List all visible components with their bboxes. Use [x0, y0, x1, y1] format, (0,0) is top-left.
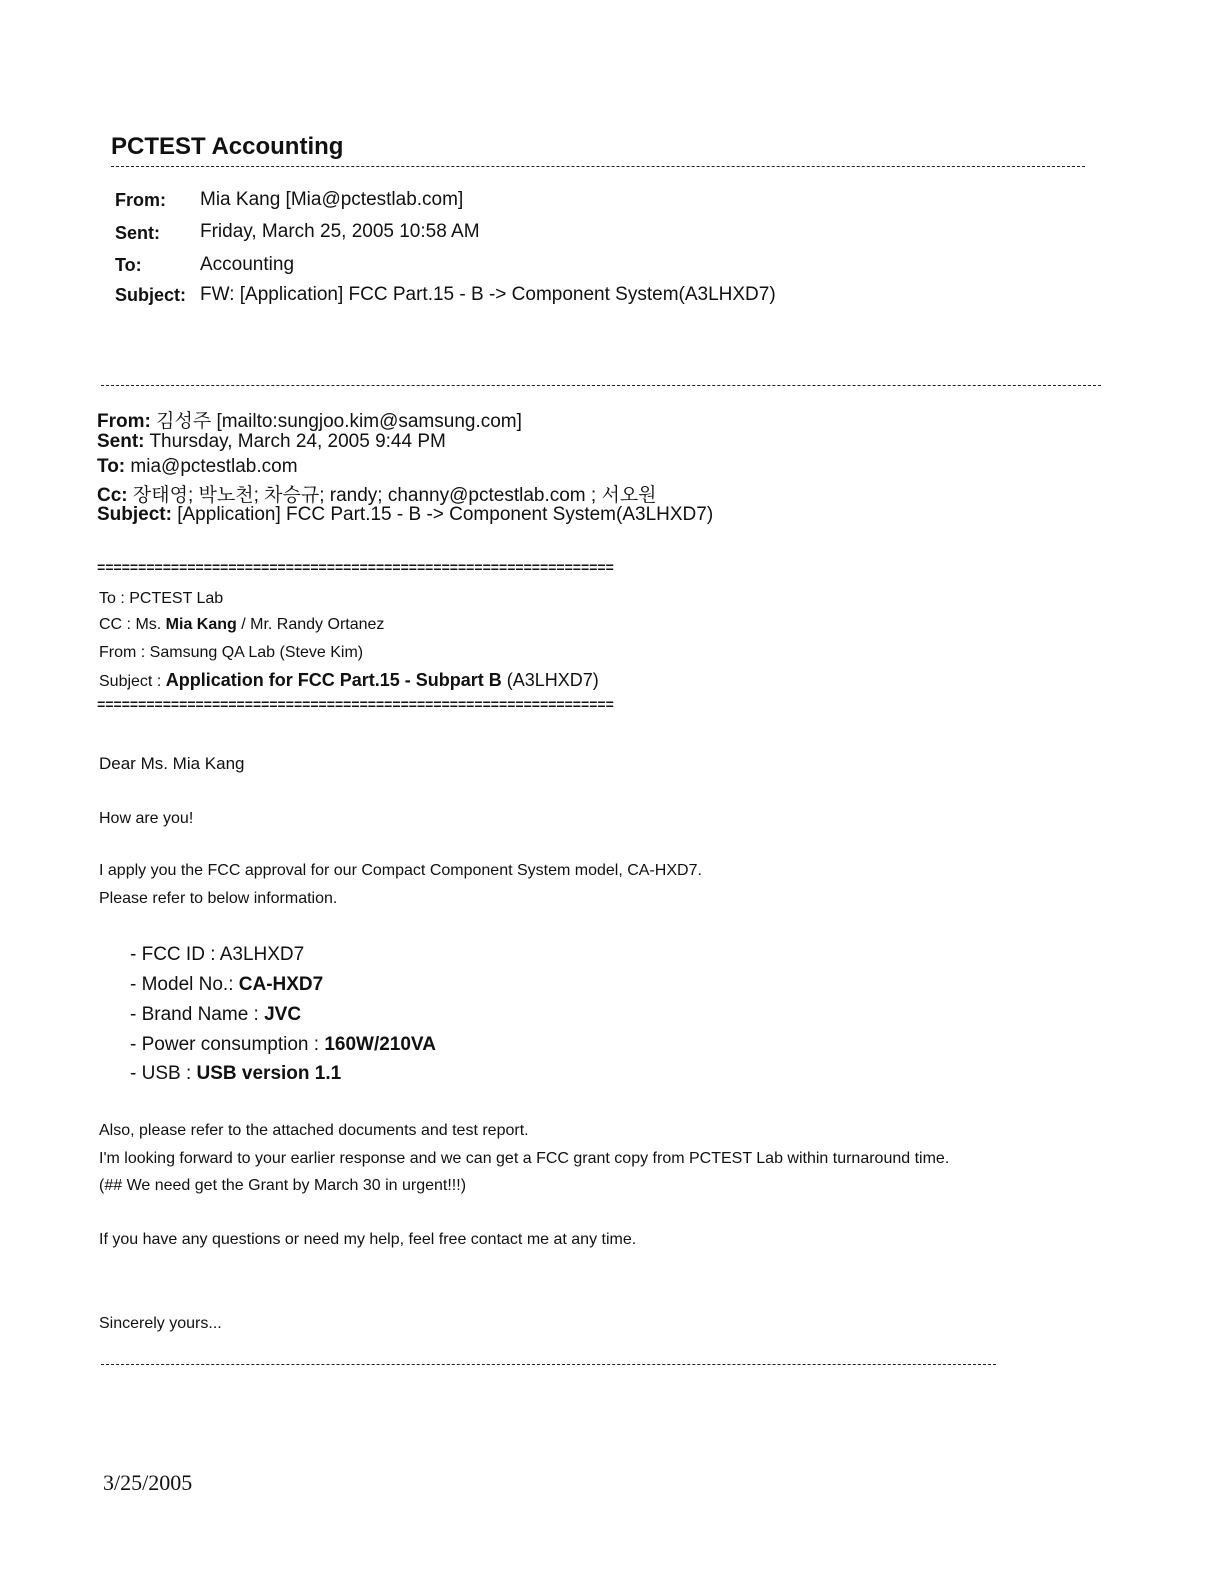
fwd-cc-line [97, 480, 657, 507]
item-label: - FCC ID : [130, 944, 220, 965]
memo-from: From : Samsung QA Lab (Steve Kim) [99, 644, 364, 661]
fwd-cc-label: Cc: [97, 485, 128, 506]
para2-line2: I'm looking forward to your earlier response and we can get a FCC grant copy from PCTEST Lab within turnaround time. [99, 1150, 950, 1167]
fwd-sent-line [97, 431, 446, 453]
memo-cc [99, 616, 384, 634]
greeting: Dear Ms. Mia Kang [99, 754, 245, 773]
fwd-to-label: To: [97, 456, 126, 477]
memo-cc-ms: Ms. [135, 616, 166, 633]
list-item [130, 1034, 436, 1056]
memo-subject-bold: Application for FCC Part.15 - Subpart B [165, 670, 502, 690]
fwd-from-label: From: [97, 411, 151, 432]
subject-value: FW: [Application] FCC Part.15 - B -> Component System(A3LHXD7) [200, 284, 776, 305]
list-item [130, 1004, 301, 1026]
para3: If you have any questions or need my help, feel free contact me at any time. [99, 1231, 637, 1248]
memo-subject-prefix: Subject : [99, 673, 166, 690]
para2-line3: (## We need get the Grant by March 30 in urgent!!!) [99, 1177, 467, 1194]
page-title: PCTEST Accounting [111, 133, 344, 160]
para1-line1: I apply you the FCC approval for our Compact Component System model, CA-HXD7. [99, 862, 702, 879]
item-label: - Model No.: [130, 974, 239, 995]
memo-to: To : PCTEST Lab [99, 590, 224, 607]
sent-label: Sent: [115, 223, 160, 243]
fwd-subject-label: Subject: [97, 504, 172, 525]
item-value: 160W/210VA [324, 1034, 436, 1055]
item-label: - Brand Name : [130, 1004, 265, 1025]
closing: Sincerely yours... [99, 1315, 222, 1332]
fwd-from-value: 김성주 [mailto:sungjoo.kim@samsung.com] [156, 411, 522, 432]
to-value: Accounting [200, 254, 295, 275]
list-item [130, 1063, 341, 1085]
footer-divider [101, 1364, 996, 1365]
separator-top: =============================================================== [97, 561, 614, 577]
para2-line1: Also, please refer to the attached documents and test report. [99, 1122, 529, 1139]
memo-cc-name: Mia Kang [165, 616, 237, 633]
list-item [130, 944, 304, 966]
item-value: A3LHXD7 [219, 944, 305, 965]
fwd-sent-value: Thursday, March 24, 2005 9:44 PM [149, 431, 446, 452]
fwd-subject-line [97, 504, 713, 526]
fwd-from-line [97, 406, 522, 433]
separator-bottom: =============================================================== [97, 698, 614, 714]
forward-divider [101, 385, 1101, 386]
memo-cc-prefix: CC : [99, 616, 136, 633]
item-value: JVC [264, 1004, 302, 1025]
item-label: - Power consumption : [130, 1034, 325, 1055]
fwd-subject-value: [Application] FCC Part.15 - B -> Component System(A3LHXD7) [177, 504, 714, 525]
fwd-to-value: mia@pctestlab.com [130, 456, 298, 477]
to-label: To: [115, 255, 142, 275]
item-value: CA-HXD7 [238, 974, 324, 995]
para1-line2: Please refer to below information. [99, 890, 338, 907]
item-label: - USB : [130, 1063, 197, 1084]
memo-subject-suffix: (A3LHXD7) [501, 670, 599, 690]
memo-cc-rest: / Mr. Randy Ortanez [236, 616, 385, 633]
fwd-to-line [97, 456, 298, 478]
from-value: Mia Kang [Mia@pctestlab.com] [200, 189, 464, 210]
fwd-cc-value: 장태영; 박노천; 차승규; randy; channy@pctestlab.com ; 서오원 [132, 485, 657, 506]
memo-subject [99, 670, 599, 691]
from-label: From: [115, 190, 166, 210]
subject-label: Subject: [115, 285, 187, 305]
footer-date: 3/25/2005 [103, 1470, 193, 1495]
list-item [130, 974, 323, 996]
sent-value: Friday, March 25, 2005 10:58 AM [200, 221, 480, 242]
how-are-you: How are you! [99, 810, 194, 827]
item-value: USB version 1.1 [196, 1063, 342, 1084]
title-divider [111, 166, 1085, 167]
fwd-sent-label: Sent: [97, 431, 145, 452]
